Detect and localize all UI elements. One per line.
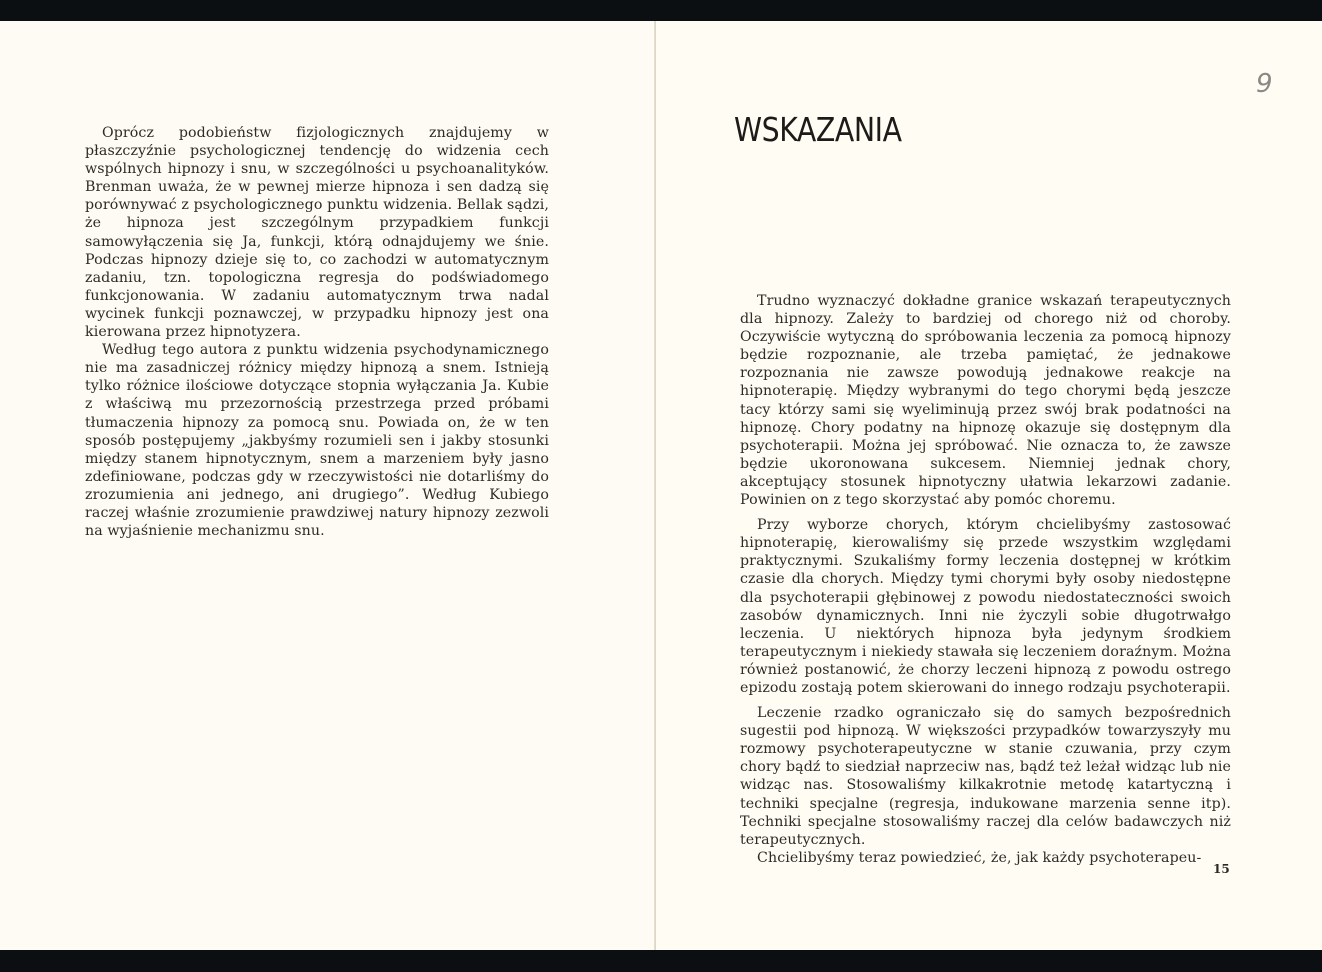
paragraph: Leczenie rzadko ograniczało się do samych bezpośrednich sugestii pod hipnozą. W większości przypadków towarzyszyły mu rozmowy psychoterapeutyczne w stanie czuwania, przy czym chory bądź to siedział naprzeciw nas, bądź też leżał widząc lub nie widząc nas. Stosowaliśmy kilkakrotnie metodę katartyczną i techniki specjalne (regresja, indukowane marzenia senne itp). Techniki specjalne stosowaliśmy raczej dla celów badawczych niż terapeutycznych. — [740, 705, 1231, 848]
paragraph: Przy wyborze chorych, którym chcielibyśmy zastosować hipnoterapię, kierowaliśmy się przede wszystkim względami praktycznymi. Szukaliśmy formy leczenia dostępnej w krótkim czasie dla chorych. Między tymi chorymi były osoby niedostępne dla psychoterapii głębinowej z powodu niedostateczności swoich zasobów dynamicznych. Inni nie życzyli sobie długotrwałgo leczenia. U niektórych hipnoza była jedynym środkiem terapeutycznym i niekiedy stawała się leczeniem doraźnym. Można również postanowić, że chorzy leczeni hipnozą z powodu ostrego epizodu zostają potem skierowani do innego rodzaju psychoterapii. — [740, 517, 1231, 696]
page-number: 15 — [1213, 862, 1230, 876]
left-page — [0, 21, 655, 950]
right-page-body — [740, 292, 1231, 867]
chapter-heading: WSKAZANIA — [734, 110, 902, 149]
paragraph: Według tego autora z punktu widzenia psychodynamicznego nie ma zasadniczej różnicy między hipnozą a snem. Istnieją tylko różnice ilościowe dotyczące stopnia wyłączania Ja. Kubie z właściwą mu przezornością przestrzega przed próbami tłumaczenia hipnozy za pomocą snu. Powiada on, że w ten sposób postępujemy „jakbyśmy rozumieli sen i jakby stosunki między stanem hipnotycznym, snem a marzeniem były jasno zdefiniowane, podczas gdy w rzeczywistości nie dotarliśmy do zrozumienia ani jednego, ani drugiego”. Według Kubiego raczej właśnie zrozumienie prawdziwej natury hipnozy zezwoli na wyjaśnienie mechanizmu snu. — [85, 342, 549, 540]
left-page-body — [85, 124, 549, 540]
paragraph: Oprócz podobieństw fizjologicznych znajdujemy w płaszczyźnie psychologicznej tendencję do widzenia cech wspólnych hipnozy i snu, w szczególności u psychoanalityków. Brenman uważa, że w pewnej mierze hipnoza i sen dadzą się porównywać z psychologicznego punktu widzenia. Bellak sądzi, że hipnoza jest szczególnym przypadkiem funkcji samowyłączenia się Ja, funkcji, którą odnajdujemy we śnie. Podczas hipnozy dzieje się to, co zachodzi w automatycznym zadaniu, tzn. topologiczna regresja do podświadomego funkcjonowania. W zadaniu automatycznym trwa nadal wycinek funkcji poznawczej, w przypadku hipnozy jest ona kierowana przez hipnotyzera. — [85, 125, 549, 341]
handwritten-page-number: 9 — [1256, 69, 1273, 99]
right-page — [656, 21, 1322, 950]
paragraph: Trudno wyznaczyć dokładne granice wskazań terapeutycznych dla hipnozy. Zależy to bardziej od chorego niż od choroby. Oczywiście wytyczną do spróbowania leczenia za pomocą hipnozy będzie rozpoznanie, ale trzeba pamiętać, że jednakowe rozpoznania nie zawsze powodują jednakowe reakcje na hipnoterapię. Między wybranymi do tego chorymi będą jeszcze tacy którzy sami się wyeliminują przez swój brak podatności na hipnozę. Chory podatny na hipnozę okazuje się dostępnym dla psychoterapii. Można jej spróbować. Nie oznacza to, że zawsze będzie ukoronowana sukcesem. Niemniej jednak chory, akceptujący stosunek hipnotyczny ułatwia lekarzowi zadanie. Powinien on z tego skorzystać aby pomóc choremu. — [740, 293, 1231, 509]
book-spread — [0, 21, 1322, 950]
paragraph: Chcielibyśmy teraz powiedzieć, że, jak każdy psychoterapeu- — [757, 849, 1202, 866]
